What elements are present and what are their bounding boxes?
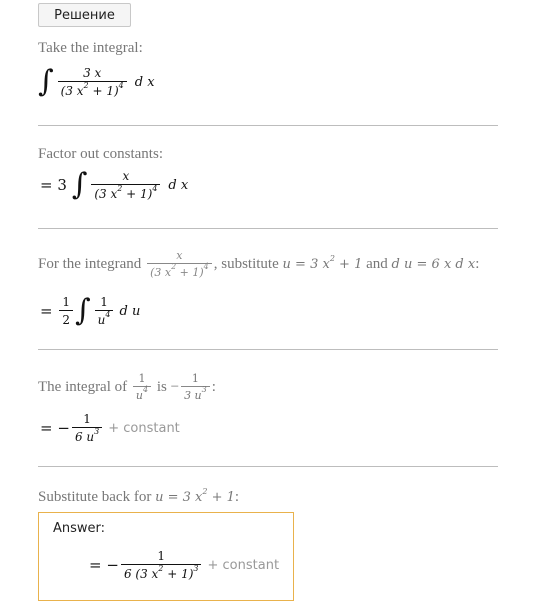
step-4-caption: The integral of $\frac{1}{u^4}$ is − $\frac{1}{3 u^3}$ : — [38, 371, 216, 402]
step-4-expression: = − $\frac{1}{6 u^3}$ + constant — [40, 411, 180, 444]
answer-expression: = − $\frac{1}{6 (3 x^2 + 1)^3}$ + constant — [89, 548, 280, 581]
answer-label: Answer: — [53, 521, 106, 536]
step-3-expression: = $\frac{1}{2}$ ∫ $\frac{1}{u^4}$ d u — [40, 293, 141, 328]
step-2-caption: Factor out constants: — [38, 146, 163, 162]
step-5-caption: Substitute back for u = 3 $x^2 + 1$: — [38, 487, 240, 505]
step-3-caption: For the integrand $\frac{x}{(3 x^2 + 1)^4}$ , substitute u = 3 $x^2 + 1$ and d u = 6 x d x : — [38, 248, 480, 279]
divider — [38, 228, 498, 229]
fraction: $\frac{3 x}{(3 x^2 + 1)^4}$ — [58, 66, 127, 99]
step-1-expression: ∫ $\frac{3 x}{(3 x^2 + 1)^4}$ d x — [38, 64, 155, 99]
answer-box — [38, 512, 294, 601]
step-1-caption: Take the integral: — [38, 40, 143, 56]
fraction: $\frac{x}{(3 x^2 + 1)^4}$ — [91, 169, 160, 202]
step-2-expression: = 3 ∫ $\frac{x}{(3 x^2 + 1)^4}$ d x — [40, 167, 189, 202]
integral-sign: ∫ — [38, 64, 54, 99]
integral-sign: ∫ — [75, 293, 91, 328]
divider — [38, 125, 498, 126]
solution-button[interactable]: Решение — [38, 3, 131, 27]
integral-sign: ∫ — [71, 167, 88, 202]
divider — [38, 349, 498, 350]
divider — [38, 466, 498, 467]
